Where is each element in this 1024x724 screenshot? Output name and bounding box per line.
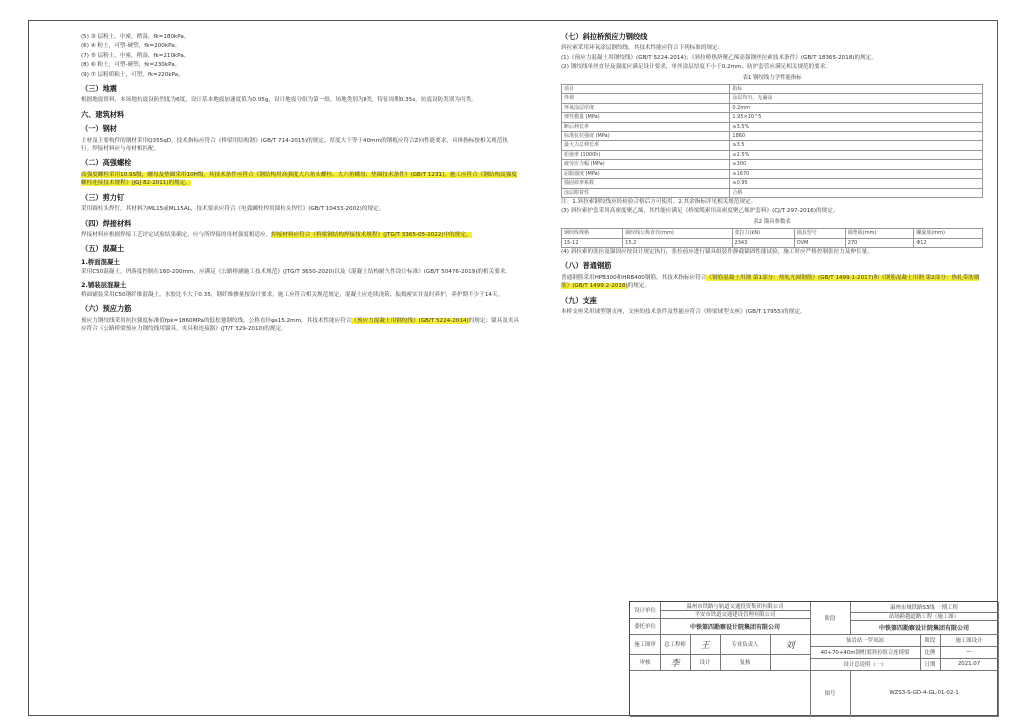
table-cell: 指标: [730, 85, 983, 94]
highlighted-text: 《钢筋混凝土用钢 第1部分：热轧光圆钢筋》(GB/T 1499.1-2017)和《钢筋混凝土用钢 第2部分：热轧带肋钢筋》(GB/T 1499.2-2018): [561, 274, 980, 290]
title-block: [629, 601, 998, 716]
section-heading: （三）地震: [81, 84, 117, 94]
text-line: (6) ④ 粉土，可塑-硬塑，fk=200kPa。: [81, 43, 181, 50]
table-cell: ≥0.95: [730, 179, 983, 188]
tb-value: —: [940, 646, 999, 659]
tb-label: 施工图审: [630, 634, 661, 655]
table-row: [562, 113, 983, 122]
table-note: 注：1.斜拉索钢绞线应经检验合格后方可使用。2.其余指标详见相关规范规定。: [561, 198, 757, 205]
paragraph: 采用C50混凝土，坍落度控制在160-200mm，应满足《公路桥涵施工技术规范》(JTG/T 3650-2020)以及《混凝土结构耐久性设计标准》(GB/T 50476-2019)的相关要求。: [81, 269, 511, 276]
paragraph: 桥面铺装采用C50钢纤维混凝土，水胶比不大于0.35，钢纤维掺量按设计要求，施工应符合相关规范规定，混凝土应连续浇筑、振捣密实并及时养护，养护期不少于14天。: [81, 291, 504, 298]
tb-label: 审核: [630, 654, 661, 671]
table-cell: 270: [845, 238, 914, 247]
table-cell: 1860: [730, 132, 983, 141]
tb-label: 设计单位: [630, 602, 661, 619]
table-cell: 标准抗拉强度 (MPa): [562, 132, 730, 141]
right-column: [561, 33, 983, 317]
paragraph: (2) 钢绞线单丝直径及强度应满足设计要求，单丝涂层厚度不小于0.2mm，防护套管应满足相关规范的要求。: [561, 64, 832, 71]
paragraph: [81, 317, 519, 334]
table-cell: 0.2mm: [730, 103, 983, 112]
table-header-cell: 钢绞线规格: [562, 229, 623, 238]
tb-value: 2021.07: [940, 658, 999, 671]
paragraph: 主材及主要构件的钢材采用Q355qD，技术指标应符合《桥梁用结构钢》(GB/T 714-2015)的规定。厚度大于等于40mm的钢板应符合Z向性能要求，具体指标按相关规范执行。焊接材料应与母材相匹配。: [81, 137, 508, 153]
section-heading: （三）剪力钉: [81, 192, 125, 202]
table-cell: ≥3.5: [730, 141, 983, 150]
table-cell: ≥3.5%: [730, 122, 983, 131]
tb-empty: [630, 670, 811, 717]
paragraph: 采用圆柱头焊钉，其材料为ML15或ML15AL，技术要求应符合《电弧螺柱焊用圆柱头焊钉》(GB/T 10433-2002)的规定。: [81, 206, 385, 213]
table-row: [562, 94, 983, 103]
tb-label: 专业负责人: [720, 634, 771, 655]
table-row: [562, 85, 983, 94]
highlighted-text: 焊接材料应符合《桥梁钢结构焊接技术规程》(JTG/T 3365-05-2022)中的规定。: [271, 231, 472, 238]
tb-label: 总工程师: [660, 634, 691, 655]
table-row: [562, 169, 983, 178]
text-span: 普通钢筋采用HPB300和HRB400钢筋，其技术指标应符合: [561, 274, 707, 281]
table-header-cell: 螺旋筋(mm): [914, 229, 983, 238]
table-header-cell: 钢绞线公称直径(mm): [623, 229, 732, 238]
table-header-cell: 锚垫板(mm): [845, 229, 914, 238]
paragraph: [81, 231, 519, 239]
paragraph: [81, 171, 519, 188]
sub-heading: 1.桥面混凝土: [81, 257, 120, 266]
section-heading: （八）普通钢筋: [561, 261, 612, 271]
table-row: [562, 103, 983, 112]
table-cell: OVM: [794, 238, 845, 247]
table-row: [562, 238, 983, 247]
table-cell: 锚固效率系数: [562, 179, 730, 188]
table-cell: 屈服强度 (MPa): [562, 169, 730, 178]
highlighted-text: 高强度螺栓采用10.9S级，螺母及垫圈采用10H级，其技术条件应符合《钢结构用高强度大六角头螺栓、大六角螺母、垫圈技术条件》(GB/T 1231)，施工应符合《钢结构高强度螺栓连接技术规程》(JGJ 82-2011)的规定。: [81, 171, 517, 187]
section-heading: （四）焊接材料: [81, 218, 132, 228]
table-cell: 15-12: [562, 238, 623, 247]
table-caption: 表1 钢绞线力学性能指标: [742, 74, 802, 81]
table-row: [562, 229, 983, 238]
text-line: (8) ⑥ 粉土，可塑-硬塑，fk=230kPa。: [81, 62, 181, 69]
table-row: [562, 141, 983, 150]
tb-drawing-title: 仙岩站一罗凤站: [810, 634, 921, 647]
table-row: [562, 160, 983, 169]
text-line: (9) ⑦ 层粉质粘土，可塑，fk=220kPa。: [81, 71, 184, 78]
table-cell: 疲劳应力幅 (MPa): [562, 160, 730, 169]
text-span: 的规定。: [627, 283, 651, 290]
table-cell: 弹性模量 (MPa): [562, 113, 730, 122]
table-cell: ≥1670: [730, 169, 983, 178]
section-heading: （六）预应力筋: [81, 304, 132, 314]
table-caption: 表2 锚具参数表: [753, 218, 791, 225]
tb-label: 阶段: [920, 634, 941, 647]
table-cell: ≤2.5%: [730, 150, 983, 159]
section-heading: （九）支座: [561, 295, 597, 305]
tb-label: 复核: [720, 654, 771, 671]
table-row: [562, 188, 983, 197]
tb-logo-right: 中铁第四勘察设计院集团有限公司: [850, 620, 999, 635]
sub-heading: 2.铺装层混凝土: [81, 280, 127, 289]
section-heading: （五）混凝土: [81, 244, 125, 254]
paragraph: 根据地震资料，本场地抗震设防烈度为6度，设计基本地震加速度值为0.05g，设计地震分组为第一组，场地类别为Ⅱ类，特征周期0.35s，抗震设防类别为丙类。: [81, 97, 477, 104]
table-cell: 合格: [730, 188, 983, 197]
tb-company: 温州市铁路与轨道交通投资集团有限公司: [660, 602, 811, 611]
text-line: (5) ③ 层粉土，中密，稍湿，fk=180kPa。: [81, 34, 190, 40]
table-row: [562, 179, 983, 188]
highlighted-text: 《预应力混凝土用钢绞线》(GB/T 5224-2014): [351, 317, 469, 324]
table-cell: 断后伸长率: [562, 122, 730, 131]
drawing-sheet: [28, 20, 998, 716]
table-cell: 松弛率 (1000h): [562, 150, 730, 159]
tb-project: 温州市域铁路S3线 一期工程: [850, 602, 999, 613]
paragraph: [561, 274, 983, 291]
anchor-table: [561, 228, 983, 248]
tb-signature: 刘: [770, 634, 811, 655]
table-cell: 最大力总伸长率: [562, 141, 730, 150]
properties-table: [561, 84, 983, 198]
paragraph: (1)《预应力混凝土用钢绞线》(GB/T 5224-2014)；《斜拉桥热挤聚乙烯高强钢丝拉索技术条件》(GB/T 18365-2018)的规定。: [561, 54, 877, 61]
tb-drawing-title: 设计总说明（一）: [810, 658, 921, 671]
table-cell: ≥300: [730, 160, 983, 169]
table-cell: 外观: [562, 94, 730, 103]
paragraph: (3) 斜拉索护套采用高密度聚乙烯，其性能应满足《桥梁缆索用高密度聚乙烯护套料》(CJ/T 297-2016)的规定。: [561, 208, 839, 215]
section-heading: （一）钢材: [81, 124, 117, 134]
chapter-heading: 六、建筑材料: [81, 109, 125, 119]
text-line: (7) ⑤ 层粉土，中密，稍湿，fk=210kPa。: [81, 52, 190, 59]
tb-label: 委托单位: [630, 618, 661, 635]
text-span: 的规定；锚具及夹具应符合《公路桥梁预应力钢绞线用锚具、夹具和连接器》(JT/T 329-2010)的规定。: [81, 317, 519, 333]
table-row: [562, 132, 983, 141]
tb-label: 日期: [920, 658, 941, 671]
table-cell: 2343: [732, 238, 794, 247]
tb-label: 阶段: [810, 602, 851, 635]
tb-project-sub: 站场跨越道路工程（施工图）: [850, 612, 999, 621]
table-header-cell: 张拉力(kN): [732, 229, 794, 238]
table-cell: 涂层均匀，无漏涂: [730, 94, 983, 103]
text-span: 焊接材料应根据焊接工艺评定试验结果确定，应与所焊接的母材强度相适应，: [81, 231, 272, 238]
left-column: [81, 33, 519, 335]
tb-value: 施工图设计: [940, 634, 999, 647]
tb-label: 设计: [690, 654, 721, 671]
table-cell: 项目: [562, 85, 730, 94]
tb-empty: [770, 654, 811, 671]
tb-signature: 王: [690, 634, 721, 655]
table-row: [562, 122, 983, 131]
table-cell: 15.2: [623, 238, 732, 247]
paragraph: 本桥支座采用球型钢支座，支座的技术条件及性能应符合《桥梁球型支座》(GB/T 17955)的规定。: [561, 308, 806, 315]
section-heading: （二）高强螺栓: [81, 158, 132, 168]
tb-label: 比例: [920, 646, 941, 659]
tb-signature: 李: [660, 654, 691, 671]
table-cell: 1.95×10^5: [730, 113, 983, 122]
table-row: [562, 150, 983, 159]
tb-company: 平安市铁道交通建设管理有限公司: [660, 610, 811, 619]
table-cell: 涂层附着性: [562, 188, 730, 197]
tb-drawing-title: 40+70+40m钢桁梁斜拉组合连续梁: [810, 646, 921, 659]
section-heading: （七）斜拉桥预应力钢绞线: [561, 32, 648, 41]
table-header-cell: 锚具型号: [794, 229, 845, 238]
paragraph: (4) 斜拉索的张拉及锚固应按设计规定执行，张拉前应进行锚具组装件静载锚固性能试验，施工时应严格控制张拉力及伸长量。: [561, 248, 873, 255]
table-cell: Φ12: [914, 238, 983, 247]
tb-value: WZS3-S-GD-4-GL-01-02-1: [850, 670, 999, 717]
text-span: 预应力钢绞线采用抗拉强度标准值fpk=1860MPa的低松弛钢绞线，公称直径φs15.2mm，其技术性能应符合: [81, 317, 352, 324]
tb-logo-left: 中铁第四勘察设计院集团有限公司: [660, 618, 811, 635]
tb-label: 图号: [810, 670, 851, 717]
table-cell: 环氧涂层厚度: [562, 103, 730, 112]
paragraph: 斜拉索采用环氧涂层钢绞线，其技术性能应符合下列标准的规定：: [561, 45, 724, 52]
